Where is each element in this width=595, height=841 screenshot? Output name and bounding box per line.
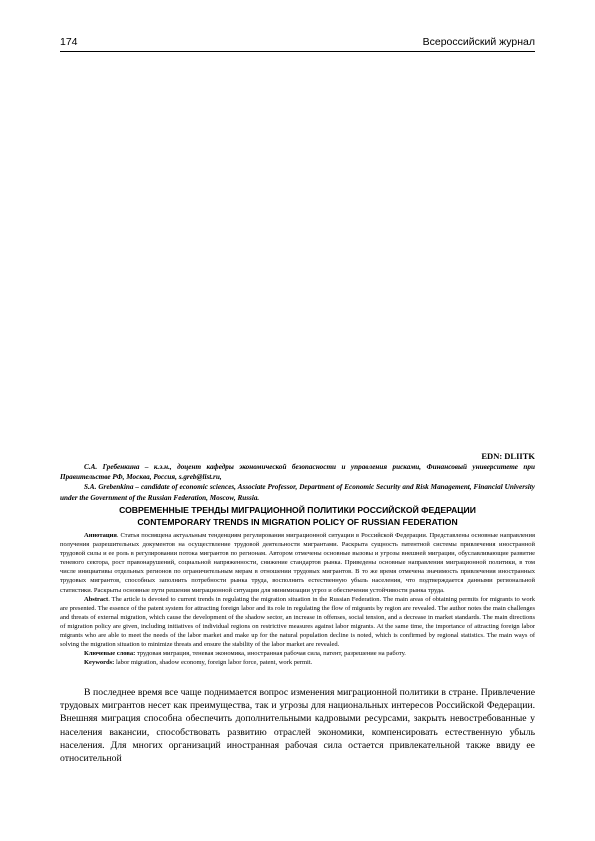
edn-code: EDN: DLIITK <box>481 451 535 461</box>
body-text <box>60 686 535 765</box>
keywords-en-text: labor migration, shadow economy, foreign labor force, patent, work permit. <box>114 659 313 667</box>
keywords-ru-label: Ключевые слова: <box>84 650 136 658</box>
title-ru: СОВРЕМЕННЫЕ ТРЕНДЫ МИГРАЦИОННОЙ ПОЛИТИКИ РОССИЙСКОЙ ФЕДЕРАЦИИ <box>119 505 476 515</box>
journal-name: Всероссийский журнал <box>422 36 535 48</box>
title-en: CONTEMPORARY TRENDS IN MIGRATION POLICY OF RUSSIAN FEDERATION <box>137 516 458 527</box>
page-header <box>60 36 535 52</box>
annotation-text: . Статья посвящена актуальным тенденциям регулирования миграционной ситуации в Российской Федерации. Представлены основные направления получения разрешительных документов на осуществление трудовой деятельности мигрантами. Раскрыта сущность патентной системы привлечения иностранной трудовой силы и ее роль в регулировании потока мигрантов по регионам. Автором отмечены основные вызовы и угрозы внешней миграции, обуславливающие развитие теневого сектора, рост правонарушений, социальной напряженности, снижение стандартов рынка. Приведены основные направления миграционной политики, в том числе инициативы отдельных регионов по ограничительным мерам в отношении трудовых мигрантов. В то же время отмечена значимость привлечения иностранных трудовых мигрантов, способных заполнить потребности рынка труда, восполнить естественную убыль населения, что подтверждается данными региональной статистики. Раскрыты основные пути решения миграционной ситуации для минимизации угроз и обеспечения устойчивости рынка труда. <box>60 532 535 594</box>
annotation-label: Аннотация <box>84 532 117 539</box>
keywords-en <box>60 658 535 667</box>
article-title <box>60 505 535 528</box>
header-divider <box>60 51 535 52</box>
abstract-en <box>60 595 535 650</box>
keywords-ru-text: трудовая миграция, теневая экономика, иностранная рабочая сила, патент, разрешение на работу. <box>135 650 406 658</box>
annotation-ru <box>60 531 535 595</box>
keywords-ru <box>60 649 535 658</box>
abstract-block <box>60 531 535 667</box>
author-info <box>60 462 535 503</box>
page-number: 174 <box>60 36 78 48</box>
author-info-ru: С.А. Гребенкина – к.э.н., доцент кафедры экономической безопасности и управления рисками, Финансовый университете при Правительстве РФ, Москва, Россия, s.greb@list.ru, <box>60 463 535 482</box>
abstract-label: Abstract <box>84 595 109 603</box>
keywords-en-label: Keywords: <box>84 659 115 667</box>
abstract-text: . The article is devoted to current trends in regulating the migration situation in the Russian Federation. The main areas of obtaining permits for migrants to work are presented. The essence of the patent system for attracting foreign labor and its role in regulating the flow of migrants by region are revealed. The author notes the main challenges and threats of external migration, which cause the development of the shadow sector, an increase in offenses, social tension, and a decrease in market standards. The main directions of migration policy are given, including initiatives of individual regions on restrictive measures against labor migrants. At the same time, the importance of attracting foreign labor migrants who are able to meet the needs of the labor market and make up for the natural population decline is noted, which is confirmed by regional statistics. The main ways of solving the migration situation to minimize threats and ensure the stability of the labor market are revealed. <box>60 595 535 649</box>
author-info-en: S.A. Grebenkina – candidate of economic sciences, Associate Professor, Department of Economic Security and Risk Management, Financial University under the Government of the Russian Federation, Moscow, Russia. <box>60 483 535 502</box>
body-paragraph: В последнее время все чаще поднимается вопрос изменения миграционной политики в стране. Привлечение трудовых мигрантов несет как преимущества, так и угрозы для национальных интересов Российской Федерации. Внешняя миграция способна обеспечить дополнительными кадровыми ресурсами, закрыть невостребованные у населения вакансии, способствовать развитию отраслей экономики, компенсировать естественную убыль населения. Для многих организаций иностранная рабочая сила остается привлекательной также ввиду ее относительной <box>60 687 535 765</box>
